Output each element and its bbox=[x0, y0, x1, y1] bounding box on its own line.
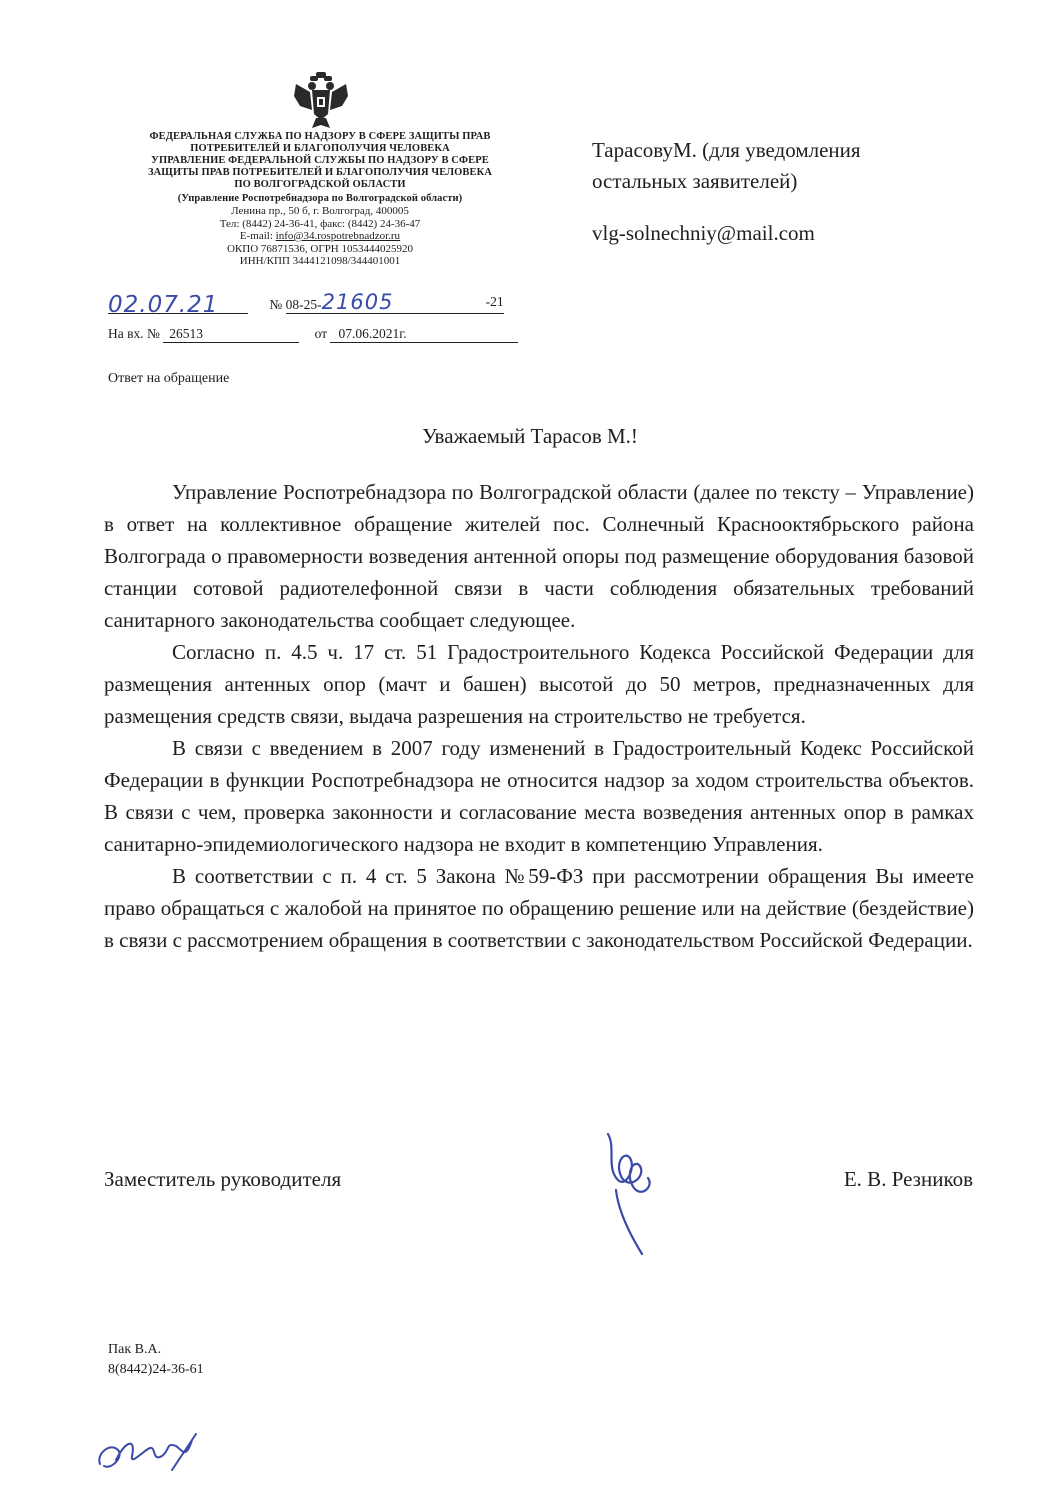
signer-title: Заместитель руководителя bbox=[104, 1167, 342, 1191]
executor-name: Пак В.А. bbox=[108, 1342, 162, 1357]
recipient-line: ТарасовуМ. (для уведомления bbox=[592, 138, 861, 162]
org-line: ПО ВОЛГОГРАДСКОЙ ОБЛАСТИ bbox=[234, 179, 406, 190]
incoming-date: 07.06.2021г. bbox=[330, 326, 518, 343]
incoming-registration bbox=[108, 326, 538, 343]
org-line: ФЕДЕРАЛЬНАЯ СЛУЖБА ПО НАДЗОРУ В СФЕРЕ ЗАЩИТЫ ПРАВ bbox=[149, 131, 491, 142]
executor-phone: 8(8442)24-36-61 bbox=[108, 1362, 204, 1377]
body-paragraph: Согласно п. 4.5 ч. 17 ст. 51 Градостроительного Кодекса Российской Федерации для размещения антенных опор (мачт и башен) высотой до 50 метров, предназначенных для размещения средств связи, выдача разрешения на строительство не требуется. bbox=[104, 640, 974, 728]
letter-body bbox=[104, 476, 974, 956]
body-paragraph: В соответствии с п. 4 ст. 5 Закона №59-ФЗ при рассмотрении обращения Вы имеете право обращаться с жалобой на принятое по обращению решение или на действие (бездействие) в связи с рассмотрением обращения в соответствии с законодательством Российской Федерации. bbox=[104, 864, 974, 952]
incoming-label: На вх. № bbox=[108, 326, 160, 341]
body-paragraph: Управление Роспотребнадзора по Волгоградской области (далее по тексту – Управление) в ответ на коллективное обращение жителей пос. Солнечный Краснооктябрьского района Волгограда о правомерности возведения антенной опоры под размещение оборудования базовой станции сотовой радиотелефонной связи в части соблюдения обязательных требований санитарного законодательства сообщает следующее. bbox=[104, 480, 974, 632]
org-email-link[interactable]: info@34.rospotrebnadzor.ru bbox=[275, 230, 401, 242]
outgoing-date-handwritten: 02.07.21 bbox=[108, 297, 248, 314]
handwritten-signature bbox=[596, 1128, 668, 1260]
incoming-number: 26513 bbox=[163, 326, 299, 343]
organization-header bbox=[100, 131, 540, 268]
recipient-email: vlg-solnechniy@mail.com bbox=[592, 221, 815, 245]
incoming-from-label: от bbox=[314, 326, 328, 341]
outgoing-number-prefix: 08-25- bbox=[285, 297, 322, 312]
outgoing-registration bbox=[108, 290, 538, 318]
org-phones: Тел: (8442) 24-36-41, факс: (8442) 24-36-47 bbox=[219, 217, 421, 230]
org-line: УПРАВЛЕНИЕ ФЕДЕРАЛЬНОЙ СЛУЖБЫ ПО НАДЗОРУ В СФЕРЕ bbox=[151, 155, 489, 166]
outgoing-number-handwritten: 21605 bbox=[321, 290, 394, 314]
org-line: ЗАЩИТЫ ПРАВ ПОТРЕБИТЕЛЕЙ И БЛАГОПОЛУЧИЯ ЧЕЛОВЕКА bbox=[147, 167, 492, 178]
org-email-row bbox=[100, 230, 540, 243]
outgoing-number-label: № bbox=[269, 297, 283, 312]
org-short-name: (Управление Роспотребнадзора по Волгоградской области) bbox=[177, 193, 463, 204]
org-line: ПОТРЕБИТЕЛЕЙ И БЛАГОПОЛУЧИЯ ЧЕЛОВЕКА bbox=[190, 143, 450, 154]
org-inn-kpp: ИНН/КПП 3444121098/344401001 bbox=[239, 255, 401, 267]
handwritten-initials bbox=[92, 1420, 202, 1478]
org-address: Ленина пр., 50 б, г. Волгоград, 400005 bbox=[231, 205, 409, 217]
org-email-label: E-mail: bbox=[239, 230, 273, 242]
org-okpo-ogrn: ОКПО 76871536, ОГРН 1053444025920 bbox=[226, 242, 414, 255]
executor-info bbox=[108, 1340, 204, 1380]
body-paragraph: В связи с введением в 2007 году изменений в Градостроительный Кодекс Российской Федерации в функции Роспотребнадзора не относится надзор за ходом строительства объектов. В связи с чем, проверка законности и согласование места возведения антенных опор в рамках санитарно-эпидемиологического надзора не входит в компетенцию Управления. bbox=[104, 736, 974, 856]
recipient-block bbox=[592, 135, 992, 197]
signer-name: Е. В. Резников bbox=[843, 1167, 973, 1191]
outgoing-number-suffix: -21 bbox=[485, 294, 504, 309]
letter-subject: Ответ на обращение bbox=[108, 371, 230, 386]
outgoing-number-field bbox=[285, 290, 504, 314]
recipient-line: остальных заявителей) bbox=[592, 169, 798, 193]
coat-of-arms-emblem bbox=[292, 70, 350, 130]
letter-greeting: Уважаемый Тарасов М.! bbox=[422, 424, 638, 448]
